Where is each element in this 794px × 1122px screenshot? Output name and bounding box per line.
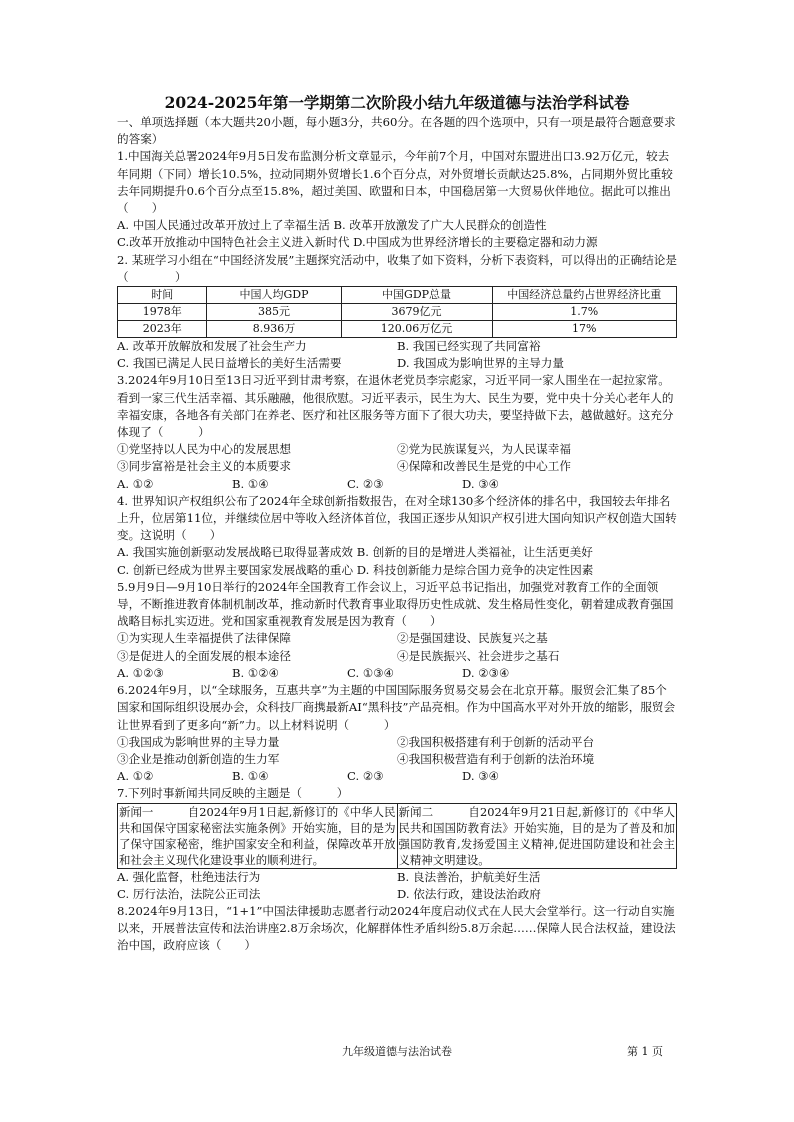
table-cell: 8.936万: [207, 321, 341, 338]
option-d: D. 我国成为影响世界的主导力量: [397, 356, 564, 371]
statement-1: ①党坚持以人民为中心的发展思想: [117, 442, 291, 457]
footer-title: 九年级道德与法治试卷: [342, 1045, 452, 1058]
q4-options-cd: C. 创新已经成为世界主要国家发展战略的重心 D. 科技创新能力是综合国力竞争的决定性因素: [117, 562, 594, 577]
table-cell: 120.06万亿元: [341, 321, 492, 338]
table-header: 时间: [118, 287, 207, 304]
gdp-table: [117, 286, 677, 338]
option-b: B. ①④: [232, 476, 269, 491]
q2-options-row-1: [117, 338, 677, 355]
q6-options: [117, 768, 677, 785]
q1-stem: 1.中国海关总署2024年9月5日发布监测分析文章显示，今年前7个月，中国对东盟进出口3.92万亿元，较去年同期（下同）增长10.5%，拉动同期外贸增长1.6个百分点，对外贸增长贡献达25.8%，占同期外贸比重较去年同期提升0.6个百分点至15.8%，超过美国、欧盟和日本，中国稳居第一大贸易伙伴地位。据此可以推出（ ）: [117, 149, 673, 216]
table-cell: 385元: [207, 304, 341, 321]
table-cell: 3679亿元: [341, 304, 492, 321]
table-row: [118, 304, 677, 321]
q5-items-row-2: [117, 648, 677, 665]
option-b: B. 良法善治，护航美好生活: [397, 869, 541, 884]
q7-options-row-2: [117, 886, 677, 903]
q7-stem: 7.下列时事新闻共同反映的主题是（ ）: [117, 786, 349, 801]
table-cell: 1.7%: [492, 304, 676, 321]
q6-items-row-1: [117, 734, 677, 751]
statement-4: ④是民族振兴、社会进步之基石: [397, 648, 560, 663]
q7-options-row-1: [117, 869, 677, 886]
q3-items-row-2: [117, 458, 677, 475]
q3-items-row-1: [117, 441, 677, 458]
option-b: B. 我国已经实现了共同富裕: [397, 339, 541, 354]
table-cell: 1978年: [118, 304, 207, 321]
q4-options-ab: A. 我国实施创新驱动发展战略已取得显著成效 B. 创新的目的是增进人类福祉，让生活更美好: [117, 545, 593, 560]
statement-4: ④我国积极营造有利于创新的法治环境: [397, 751, 595, 766]
option-c: C. ①③④: [347, 665, 395, 680]
news-two: 新闻二 自2024年9月21日起,新修订的《中华人民共和国国防教育法》开始实施，目的是为了普及和加强国防教育,发扬爱国主义精神,促进国防建设和社会主义精神文明建设。: [398, 804, 675, 867]
q3-stem: 3.2024年9月10日至13日习近平到甘肃考察，在退休老党员李宗彪家，习近平同一家人围坐在一起拉家常。看到一家三代生活幸福、其乐融融，他很欣慰。习近平表示，民生为大、民生为要，党中央十分关心老年人的幸福安康，各地各有关部门在养老、医疗和社区服务等方面下了很大功夫，要坚持做下去，越做越好。这充分体现了（ ）: [117, 373, 674, 440]
statement-3: ③是促进人的全面发展的根本途径: [117, 648, 291, 663]
statement-3: ③同步富裕是社会主义的本质要求: [117, 459, 291, 474]
q5-stem: 5.9月9日—9月10日举行的2024年全国教育工作会议上，习近平总书记指出，加强党对教育工作的全面领导，不断推进教育体制机制改革，推动新时代教育事业取得历史性成就、发生格局性变化，朝着建成教育强国战略目标扎实迈进。党和国家重视教育发展是因为教育（ ）: [117, 579, 674, 629]
statement-2: ②我国积极搭建有利于创新的活动平台: [397, 734, 595, 749]
q3-options: [117, 476, 677, 493]
table-header: 中国GDP总量: [341, 287, 492, 304]
table-header: 中国经济总量约占世界经济比重: [492, 287, 676, 304]
option-a: A. 强化监督，杜绝违法行为: [117, 869, 261, 884]
option-d: D. ③④: [462, 769, 500, 784]
statement-1: ①我国成为影响世界的主导力量: [117, 734, 280, 749]
option-c: C. 厉行法治，法院公正司法: [117, 886, 261, 901]
option-d: D. ②③④: [462, 665, 510, 680]
option-b: B. ①②④: [232, 665, 280, 680]
table-header: 中国人均GDP: [207, 287, 341, 304]
table-row: [118, 803, 677, 868]
exam-page: [117, 93, 677, 955]
statement-1: ①为实现人生幸福提供了法律保障: [117, 631, 291, 646]
q4-stem: 4. 世界知识产权组织公布了2024年全球创新指数报告，在对全球130多个经济体的排名中，我国较去年排名上升，位居第11位，并继续位居中等收入经济体首位，我国正逐步从知识产权引进大国向知识产权创造大国转变。这说明（ ）: [117, 493, 677, 543]
option-a: A. ①②③: [117, 665, 164, 680]
q8-stem: 8.2024年9月13日，“1+1”中国法律援助志愿者行动2024年度启动仪式在人民大会堂举行。这一行动自实施以来，开展普法宣传和法治讲座2.8万余场次，化解群体性矛盾纠纷5.8万余起……保障人民合法权益，建设法治中国，政府应该（ ）: [117, 903, 676, 953]
option-a: A. 改革开放解放和发展了社会生产力: [117, 339, 307, 354]
table-row: [118, 321, 677, 338]
option-c: C. 我国已满足人民日益增长的美好生活需要: [117, 356, 342, 371]
q1-options-cd: C.改革开放推动中国特色社会主义进入新时代 D.中国成为世界经济增长的主要稳定器和动力源: [117, 235, 598, 250]
table-cell: 17%: [492, 321, 676, 338]
statement-4: ④保障和改善民生是党的中心工作: [397, 459, 571, 474]
option-d: D. 依法行政，建设法治政府: [397, 886, 541, 901]
q5-options: [117, 665, 677, 682]
news-table: [117, 803, 677, 869]
statement-2: ②党为民族谋复兴，为人民谋幸福: [397, 442, 571, 457]
option-b: B. ①④: [232, 769, 269, 784]
q6-items-row-2: [117, 751, 677, 768]
q2-stem: 2. 某班学习小组在“中国经济发展”主题探究活动中，收集了如下资料，分析下表资料，可以得出的正确结论是（ ）: [117, 252, 677, 284]
option-d: D. ③④: [462, 476, 500, 491]
q6-stem: 6.2024年9月，以“全球服务，互惠共享”为主题的中国国际服务贸易交易会在北京开幕。服贸会汇集了85个国家和国际组织设展办会，众科技厂商携最新AI“黑科技”产品亮相。作为中国高水平对外开放的缩影，服贸会让世界看到了更多向“新”力。以上材料说明（ ）: [117, 683, 676, 732]
option-a: A. ①②: [117, 769, 154, 784]
q2-options-row-2: [117, 355, 677, 372]
option-a: A. ①②: [117, 476, 154, 491]
option-c: C. ②③: [347, 769, 384, 784]
table-header-row: [118, 287, 677, 304]
statement-2: ②是强国建设、民族复兴之基: [397, 631, 548, 646]
section-heading: 一、单项选择题（本大题共20小题，每小题3分，共60分。在各题的四个选项中，只有一项是最符合题意要求的答案）: [117, 115, 676, 147]
statement-3: ③企业是推动创新创造的生力军: [117, 751, 280, 766]
page-title: 2024-2025年第一学期第二次阶段小结九年级道德与法治学科试卷: [164, 93, 630, 112]
q5-items-row-1: [117, 630, 677, 647]
page-number: 第 1 页: [627, 1045, 663, 1058]
q1-options-ab: A. 中国人民通过改革开放过上了幸福生活 B. 改革开放激发了广大人民群众的创造性: [117, 218, 547, 233]
option-c: C. ②③: [347, 476, 384, 491]
news-one: 新闻一 自2024年9月1日起,新修订的《中华人民共和国保守国家秘密法实施条例》开始实施，目的是为了保守国家秘密，维护国家安全和利益，保障改革开放和社会主义现代化建设事业的顺利进行。: [119, 804, 396, 867]
table-cell: 2023年: [118, 321, 207, 338]
